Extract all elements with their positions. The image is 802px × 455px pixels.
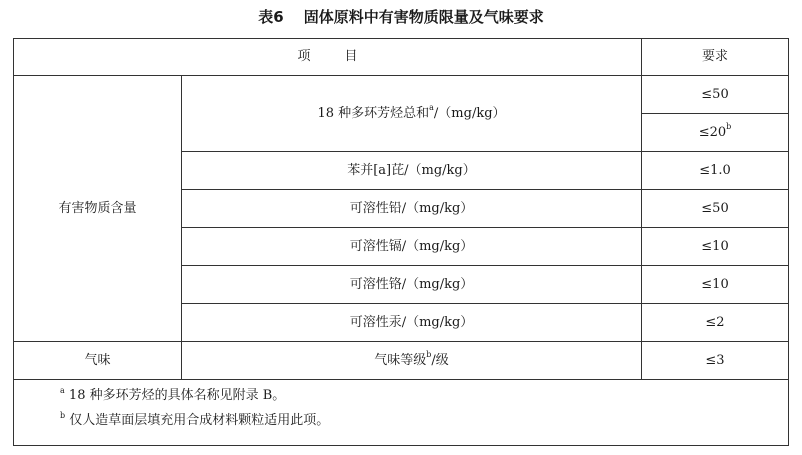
odor-value: ≤3 [642,342,789,380]
odor-label-unit: /级 [431,352,449,368]
group-odor: 气味 [14,342,182,380]
pah-unit: /（mg/kg） [433,105,506,121]
footnote-a-text: 18 种多环芳烃的具体名称见附录 B。 [68,388,286,403]
pah-label: 18 种多环芳烃总和 [317,105,430,121]
table-row [14,76,789,114]
footnote-a [60,386,788,411]
pah-footnote-mark: a [429,103,434,113]
header-requirement: 要求 [642,39,789,76]
caption-title: 固体原料中有害物质限量及气味要求 [303,8,544,26]
odor-label-cell [182,342,642,380]
pah-value-2-mark: b [726,122,732,132]
header-item-char-2: 目 [344,49,358,64]
footnote-b-mark: b [60,410,66,420]
pah-label-cell [182,76,642,152]
cr-value: ≤10 [642,266,789,304]
hg-label: 可溶性汞/（mg/kg） [182,304,642,342]
group-harmful: 有害物质含量 [14,76,182,342]
header-item-char-1: 项 [297,49,311,64]
pah-value-2: ≤20 [698,124,727,140]
header-row [14,39,789,76]
table-row [14,342,789,380]
pb-label: 可溶性铅/（mg/kg） [182,190,642,228]
footnote-b [60,411,788,436]
limits-table [13,38,789,446]
pah-value-1: ≤50 [642,76,789,114]
odor-footnote-mark: b [426,350,432,360]
cd-value: ≤10 [642,228,789,266]
odor-label: 气味等级 [374,352,427,368]
bap-value: ≤1.0 [642,152,789,190]
footnote-b-text: 仅人造草面层填充用合成材料颗粒适用此项。 [69,413,330,428]
bap-label: 苯并[a]芘/（mg/kg） [182,152,642,190]
caption-number: 表6 [258,8,284,26]
table-caption [0,4,802,30]
pb-value: ≤50 [642,190,789,228]
header-item-cell [14,39,642,76]
footnotes-row [14,380,789,446]
hg-value: ≤2 [642,304,789,342]
cr-label: 可溶性铬/（mg/kg） [182,266,642,304]
pah-value-2-cell [642,114,789,152]
cd-label: 可溶性镉/（mg/kg） [182,228,642,266]
footnotes-cell [14,380,789,446]
footnote-a-mark: a [60,385,65,395]
